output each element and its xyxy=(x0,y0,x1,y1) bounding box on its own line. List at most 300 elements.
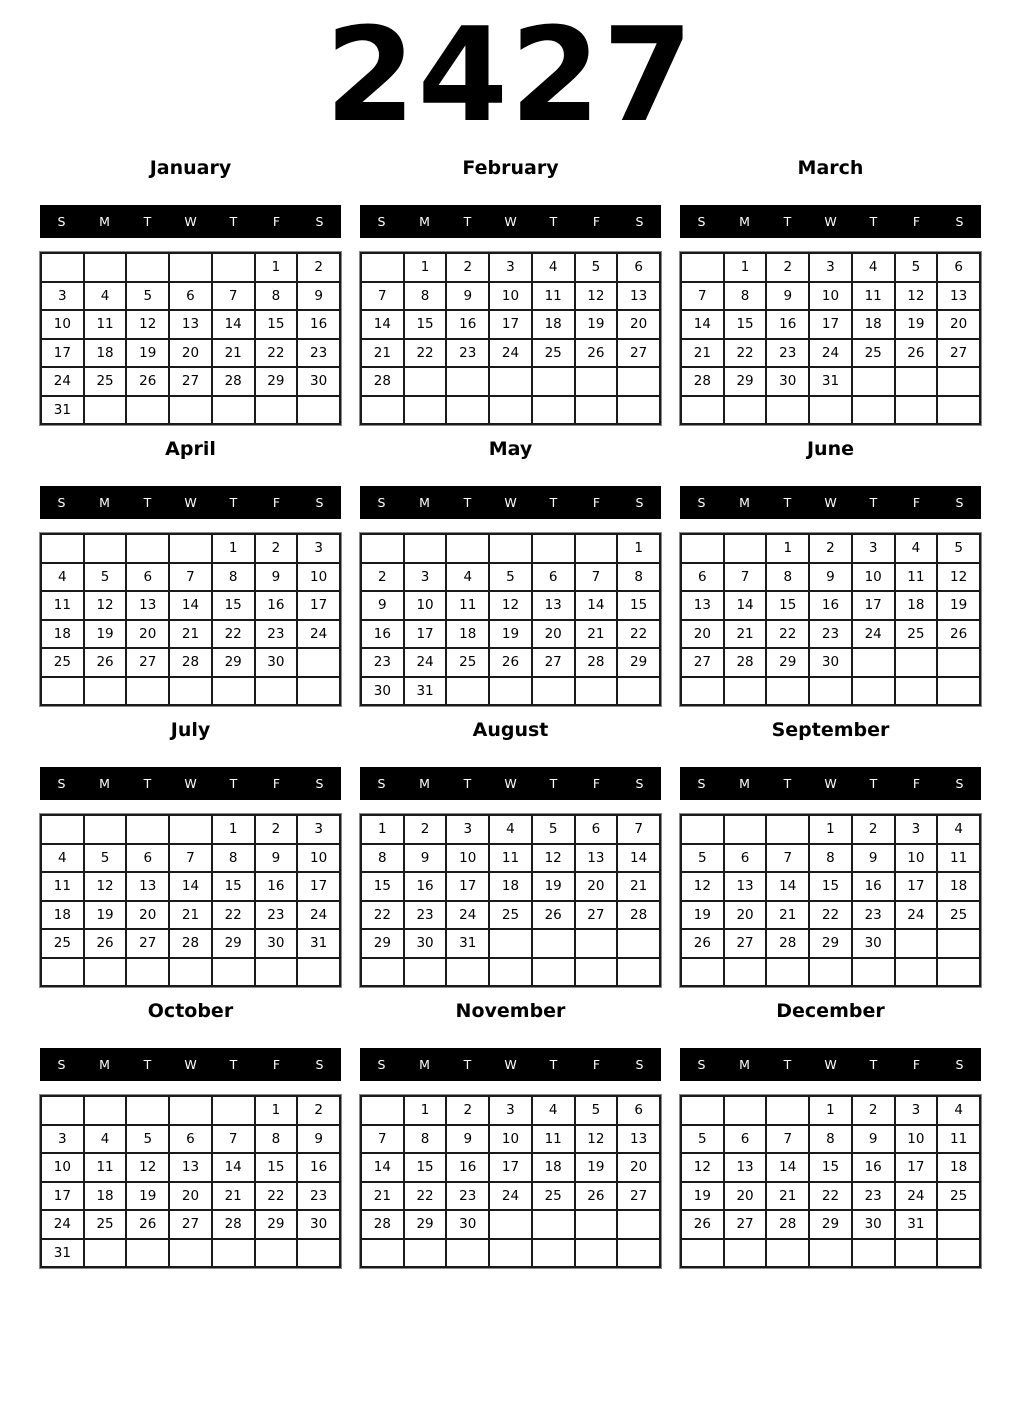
week-row xyxy=(361,872,660,901)
day-cell: 13 xyxy=(724,872,767,901)
week-row xyxy=(681,253,980,282)
empty-day-cell xyxy=(446,534,489,563)
day-cell: 25 xyxy=(937,1182,980,1211)
day-cell: 17 xyxy=(895,872,938,901)
month-title: September xyxy=(771,719,890,741)
day-cell: 4 xyxy=(446,563,489,592)
week-row xyxy=(361,648,660,677)
day-header-cell: M xyxy=(419,776,430,791)
empty-day-cell xyxy=(404,958,447,987)
day-cell: 1 xyxy=(361,815,404,844)
empty-day-cell xyxy=(169,1239,212,1268)
empty-day-cell xyxy=(937,648,980,677)
empty-day-cell xyxy=(361,534,404,563)
day-cell: 26 xyxy=(84,929,127,958)
week-row xyxy=(361,677,660,706)
day-header-cell: W xyxy=(504,776,517,791)
day-header-cell: S xyxy=(697,1057,706,1072)
empty-day-cell xyxy=(41,534,84,563)
day-cell: 7 xyxy=(681,282,724,311)
day-cell: 8 xyxy=(617,563,660,592)
day-header-cell: W xyxy=(504,1057,517,1072)
empty-day-cell xyxy=(446,958,489,987)
day-cell: 9 xyxy=(446,282,489,311)
day-cell: 19 xyxy=(84,620,127,649)
day-header-cell: M xyxy=(99,495,110,510)
empty-day-cell xyxy=(575,367,618,396)
day-cell: 25 xyxy=(937,901,980,930)
day-cell: 20 xyxy=(724,1182,767,1211)
day-cell: 10 xyxy=(297,563,340,592)
day-cell: 11 xyxy=(489,844,532,873)
day-cell: 30 xyxy=(766,367,809,396)
day-cell: 4 xyxy=(937,815,980,844)
day-cell: 25 xyxy=(895,620,938,649)
empty-day-cell xyxy=(617,1210,660,1239)
empty-day-cell xyxy=(681,677,724,706)
empty-day-cell xyxy=(766,1096,809,1125)
day-cell: 11 xyxy=(41,872,84,901)
day-cell: 1 xyxy=(255,253,298,282)
months-grid xyxy=(0,140,1020,1268)
day-cell: 6 xyxy=(126,563,169,592)
week-row xyxy=(41,1096,340,1125)
day-cell: 29 xyxy=(809,929,852,958)
day-header-cell: F xyxy=(912,495,921,510)
empty-day-cell xyxy=(852,958,895,987)
month-august xyxy=(360,714,661,987)
day-header-cell: W xyxy=(184,214,197,229)
day-cell: 8 xyxy=(255,1125,298,1154)
empty-day-cell xyxy=(169,253,212,282)
day-header-cell: T xyxy=(143,214,152,229)
day-cell: 15 xyxy=(255,310,298,339)
day-cell: 8 xyxy=(404,282,447,311)
day-header-cell: S xyxy=(635,776,644,791)
day-header-cell: F xyxy=(272,214,281,229)
day-cell: 6 xyxy=(724,844,767,873)
day-cell: 4 xyxy=(489,815,532,844)
day-cell: 22 xyxy=(255,1182,298,1211)
day-cell: 21 xyxy=(361,1182,404,1211)
day-cell: 11 xyxy=(446,591,489,620)
week-row xyxy=(41,396,340,425)
day-cell: 29 xyxy=(404,1210,447,1239)
day-header-cell: F xyxy=(592,214,601,229)
day-cell: 7 xyxy=(169,844,212,873)
day-header-cell: S xyxy=(955,776,964,791)
day-header-cell: S xyxy=(57,1057,66,1072)
month-days-table xyxy=(40,814,341,987)
day-cell: 5 xyxy=(575,1096,618,1125)
empty-day-cell xyxy=(895,1239,938,1268)
day-cell: 24 xyxy=(41,367,84,396)
day-cell: 5 xyxy=(126,282,169,311)
day-cell: 25 xyxy=(84,367,127,396)
day-cell: 6 xyxy=(617,253,660,282)
week-row xyxy=(681,367,980,396)
day-cell: 15 xyxy=(724,310,767,339)
week-row xyxy=(41,677,340,706)
month-title: May xyxy=(488,438,533,460)
empty-day-cell xyxy=(766,396,809,425)
day-header-cell: W xyxy=(504,495,517,510)
empty-day-cell xyxy=(126,534,169,563)
day-cell: 26 xyxy=(489,648,532,677)
day-cell: 13 xyxy=(617,282,660,311)
day-cell: 19 xyxy=(84,901,127,930)
day-header-cell: W xyxy=(504,214,517,229)
day-cell: 2 xyxy=(446,1096,489,1125)
day-header-cell: T xyxy=(229,214,238,229)
day-header-cell: S xyxy=(377,776,386,791)
empty-day-cell xyxy=(724,534,767,563)
day-cell: 18 xyxy=(489,872,532,901)
day-cell: 1 xyxy=(809,815,852,844)
day-cell: 2 xyxy=(766,253,809,282)
day-cell: 18 xyxy=(41,901,84,930)
day-cell: 16 xyxy=(297,310,340,339)
week-row xyxy=(361,1182,660,1211)
empty-day-cell xyxy=(41,1096,84,1125)
day-cell: 18 xyxy=(852,310,895,339)
month-days-table xyxy=(680,252,981,425)
day-cell: 5 xyxy=(84,844,127,873)
day-cell: 7 xyxy=(766,1125,809,1154)
day-cell: 2 xyxy=(297,253,340,282)
empty-day-cell xyxy=(724,815,767,844)
day-header-cell: T xyxy=(869,214,878,229)
week-row xyxy=(41,872,340,901)
week-row xyxy=(361,1096,660,1125)
empty-day-cell xyxy=(297,677,340,706)
day-cell: 10 xyxy=(297,844,340,873)
day-cell: 4 xyxy=(532,1096,575,1125)
day-cell: 21 xyxy=(766,901,809,930)
week-row xyxy=(681,310,980,339)
day-header-cell: W xyxy=(184,776,197,791)
empty-day-cell xyxy=(575,1239,618,1268)
day-cell: 27 xyxy=(532,648,575,677)
day-cell: 8 xyxy=(766,563,809,592)
week-row xyxy=(361,396,660,425)
month-title: January xyxy=(149,157,232,179)
day-cell: 11 xyxy=(937,844,980,873)
day-cell: 22 xyxy=(617,620,660,649)
day-header-cell: S xyxy=(57,214,66,229)
empty-day-cell xyxy=(361,396,404,425)
day-cell: 4 xyxy=(84,1125,127,1154)
day-cell: 2 xyxy=(297,1096,340,1125)
empty-day-cell xyxy=(575,677,618,706)
day-cell: 13 xyxy=(126,872,169,901)
day-cell: 9 xyxy=(852,1125,895,1154)
empty-day-cell xyxy=(532,929,575,958)
day-header-cell: M xyxy=(99,1057,110,1072)
month-days-table xyxy=(680,533,981,706)
empty-day-cell xyxy=(489,396,532,425)
day-cell: 30 xyxy=(361,677,404,706)
day-cell: 18 xyxy=(895,591,938,620)
empty-day-cell xyxy=(724,1096,767,1125)
day-cell: 21 xyxy=(169,620,212,649)
day-cell: 22 xyxy=(404,1182,447,1211)
day-cell: 2 xyxy=(852,1096,895,1125)
day-cell: 31 xyxy=(446,929,489,958)
day-cell: 10 xyxy=(41,1153,84,1182)
day-header-row xyxy=(680,486,981,519)
day-header-cell: T xyxy=(229,1057,238,1072)
day-cell: 21 xyxy=(361,339,404,368)
week-row xyxy=(361,339,660,368)
day-cell: 9 xyxy=(255,844,298,873)
day-cell: 25 xyxy=(84,1210,127,1239)
day-header-cell: M xyxy=(739,1057,750,1072)
week-row xyxy=(361,563,660,592)
day-cell: 4 xyxy=(937,1096,980,1125)
day-cell: 27 xyxy=(169,367,212,396)
week-row xyxy=(681,620,980,649)
week-row xyxy=(361,367,660,396)
empty-day-cell xyxy=(852,367,895,396)
day-cell: 18 xyxy=(532,310,575,339)
day-cell: 15 xyxy=(212,591,255,620)
empty-day-cell xyxy=(766,677,809,706)
week-row xyxy=(41,253,340,282)
month-september xyxy=(680,714,981,987)
day-cell: 20 xyxy=(126,901,169,930)
day-cell: 15 xyxy=(404,1153,447,1182)
empty-day-cell xyxy=(446,396,489,425)
day-cell: 28 xyxy=(617,901,660,930)
year-title: 2427 xyxy=(325,0,695,151)
empty-day-cell xyxy=(212,396,255,425)
day-cell: 12 xyxy=(532,844,575,873)
week-row xyxy=(361,929,660,958)
day-cell: 24 xyxy=(489,339,532,368)
day-cell: 14 xyxy=(681,310,724,339)
week-row xyxy=(681,396,980,425)
day-cell: 3 xyxy=(895,815,938,844)
day-header-cell: S xyxy=(377,495,386,510)
empty-day-cell xyxy=(126,677,169,706)
day-header-cell: W xyxy=(824,214,837,229)
day-cell: 1 xyxy=(724,253,767,282)
day-cell: 9 xyxy=(361,591,404,620)
day-cell: 16 xyxy=(809,591,852,620)
empty-day-cell xyxy=(446,1239,489,1268)
empty-day-cell xyxy=(84,677,127,706)
day-header-cell: S xyxy=(955,495,964,510)
empty-day-cell xyxy=(84,1239,127,1268)
empty-day-cell xyxy=(575,1210,618,1239)
week-row xyxy=(361,1239,660,1268)
empty-day-cell xyxy=(84,1096,127,1125)
day-cell: 16 xyxy=(446,310,489,339)
empty-day-cell xyxy=(84,253,127,282)
day-cell: 23 xyxy=(361,648,404,677)
day-header-cell: T xyxy=(143,495,152,510)
month-october xyxy=(40,995,341,1268)
day-header-cell: S xyxy=(315,495,324,510)
day-cell: 14 xyxy=(212,310,255,339)
day-cell: 25 xyxy=(489,901,532,930)
day-header-cell: F xyxy=(592,776,601,791)
empty-day-cell xyxy=(895,396,938,425)
empty-day-cell xyxy=(681,396,724,425)
week-row xyxy=(361,815,660,844)
day-cell: 10 xyxy=(446,844,489,873)
empty-day-cell xyxy=(212,1096,255,1125)
day-cell: 22 xyxy=(724,339,767,368)
week-row xyxy=(41,929,340,958)
day-cell: 20 xyxy=(532,620,575,649)
week-row xyxy=(41,1210,340,1239)
empty-day-cell xyxy=(937,677,980,706)
day-cell: 12 xyxy=(575,282,618,311)
empty-day-cell xyxy=(361,958,404,987)
month-days-table xyxy=(360,252,661,425)
day-cell: 11 xyxy=(937,1125,980,1154)
week-row xyxy=(361,1125,660,1154)
day-header-row xyxy=(40,205,341,238)
day-cell: 15 xyxy=(404,310,447,339)
day-cell: 22 xyxy=(766,620,809,649)
week-row xyxy=(681,1210,980,1239)
empty-day-cell xyxy=(169,958,212,987)
month-january xyxy=(40,152,341,425)
empty-day-cell xyxy=(766,958,809,987)
day-cell: 12 xyxy=(84,591,127,620)
day-cell: 7 xyxy=(724,563,767,592)
day-cell: 16 xyxy=(255,872,298,901)
day-cell: 28 xyxy=(724,648,767,677)
day-cell: 19 xyxy=(489,620,532,649)
day-cell: 18 xyxy=(446,620,489,649)
empty-day-cell xyxy=(575,534,618,563)
week-row xyxy=(681,591,980,620)
day-header-cell: M xyxy=(99,214,110,229)
day-cell: 13 xyxy=(169,1153,212,1182)
day-cell: 9 xyxy=(255,563,298,592)
day-cell: 24 xyxy=(446,901,489,930)
day-cell: 23 xyxy=(404,901,447,930)
day-cell: 26 xyxy=(681,929,724,958)
empty-day-cell xyxy=(852,1239,895,1268)
day-cell: 18 xyxy=(937,1153,980,1182)
day-cell: 6 xyxy=(937,253,980,282)
week-row xyxy=(681,929,980,958)
day-cell: 8 xyxy=(404,1125,447,1154)
empty-day-cell xyxy=(766,1239,809,1268)
empty-day-cell xyxy=(489,1210,532,1239)
week-row xyxy=(41,1125,340,1154)
day-cell: 27 xyxy=(617,1182,660,1211)
empty-day-cell xyxy=(489,1239,532,1268)
day-cell: 28 xyxy=(212,367,255,396)
week-row xyxy=(41,958,340,987)
day-cell: 21 xyxy=(212,1182,255,1211)
day-cell: 8 xyxy=(724,282,767,311)
day-cell: 8 xyxy=(809,1125,852,1154)
empty-day-cell xyxy=(617,367,660,396)
empty-day-cell xyxy=(937,1210,980,1239)
day-cell: 7 xyxy=(169,563,212,592)
day-cell: 17 xyxy=(297,591,340,620)
day-cell: 19 xyxy=(681,901,724,930)
week-row xyxy=(681,958,980,987)
day-cell: 18 xyxy=(532,1153,575,1182)
day-header-cell: T xyxy=(229,776,238,791)
empty-day-cell xyxy=(937,1239,980,1268)
empty-day-cell xyxy=(895,958,938,987)
day-cell: 16 xyxy=(446,1153,489,1182)
day-cell: 18 xyxy=(84,1182,127,1211)
week-row xyxy=(361,591,660,620)
day-cell: 7 xyxy=(361,282,404,311)
day-header-cell: F xyxy=(912,1057,921,1072)
day-cell: 25 xyxy=(446,648,489,677)
day-header-row xyxy=(360,767,661,800)
day-cell: 30 xyxy=(852,929,895,958)
day-cell: 19 xyxy=(126,1182,169,1211)
day-cell: 27 xyxy=(169,1210,212,1239)
day-cell: 5 xyxy=(895,253,938,282)
day-cell: 10 xyxy=(895,1125,938,1154)
day-cell: 19 xyxy=(681,1182,724,1211)
empty-day-cell xyxy=(617,929,660,958)
day-cell: 12 xyxy=(575,1125,618,1154)
day-cell: 28 xyxy=(361,1210,404,1239)
day-cell: 29 xyxy=(212,648,255,677)
month-days-table xyxy=(360,533,661,706)
day-header-cell: T xyxy=(869,1057,878,1072)
day-cell: 10 xyxy=(489,1125,532,1154)
week-row xyxy=(361,253,660,282)
day-cell: 29 xyxy=(255,367,298,396)
day-cell: 12 xyxy=(126,310,169,339)
day-cell: 3 xyxy=(809,253,852,282)
day-header-cell: T xyxy=(143,1057,152,1072)
day-cell: 27 xyxy=(937,339,980,368)
day-header-cell: T xyxy=(869,776,878,791)
day-cell: 23 xyxy=(809,620,852,649)
day-cell: 22 xyxy=(361,901,404,930)
empty-day-cell xyxy=(895,367,938,396)
day-header-cell: T xyxy=(549,1057,558,1072)
day-cell: 28 xyxy=(169,648,212,677)
day-cell: 23 xyxy=(446,339,489,368)
empty-day-cell xyxy=(212,958,255,987)
day-cell: 6 xyxy=(575,815,618,844)
day-cell: 12 xyxy=(681,1153,724,1182)
day-cell: 13 xyxy=(126,591,169,620)
day-cell: 17 xyxy=(41,339,84,368)
day-cell: 16 xyxy=(852,1153,895,1182)
day-cell: 13 xyxy=(532,591,575,620)
day-cell: 7 xyxy=(617,815,660,844)
day-header-cell: F xyxy=(592,495,601,510)
week-row xyxy=(681,901,980,930)
month-days-table xyxy=(680,814,981,987)
day-header-row xyxy=(680,205,981,238)
day-cell: 14 xyxy=(766,1153,809,1182)
day-header-cell: S xyxy=(57,495,66,510)
day-cell: 4 xyxy=(41,844,84,873)
day-cell: 20 xyxy=(575,872,618,901)
day-cell: 3 xyxy=(297,815,340,844)
month-july xyxy=(40,714,341,987)
